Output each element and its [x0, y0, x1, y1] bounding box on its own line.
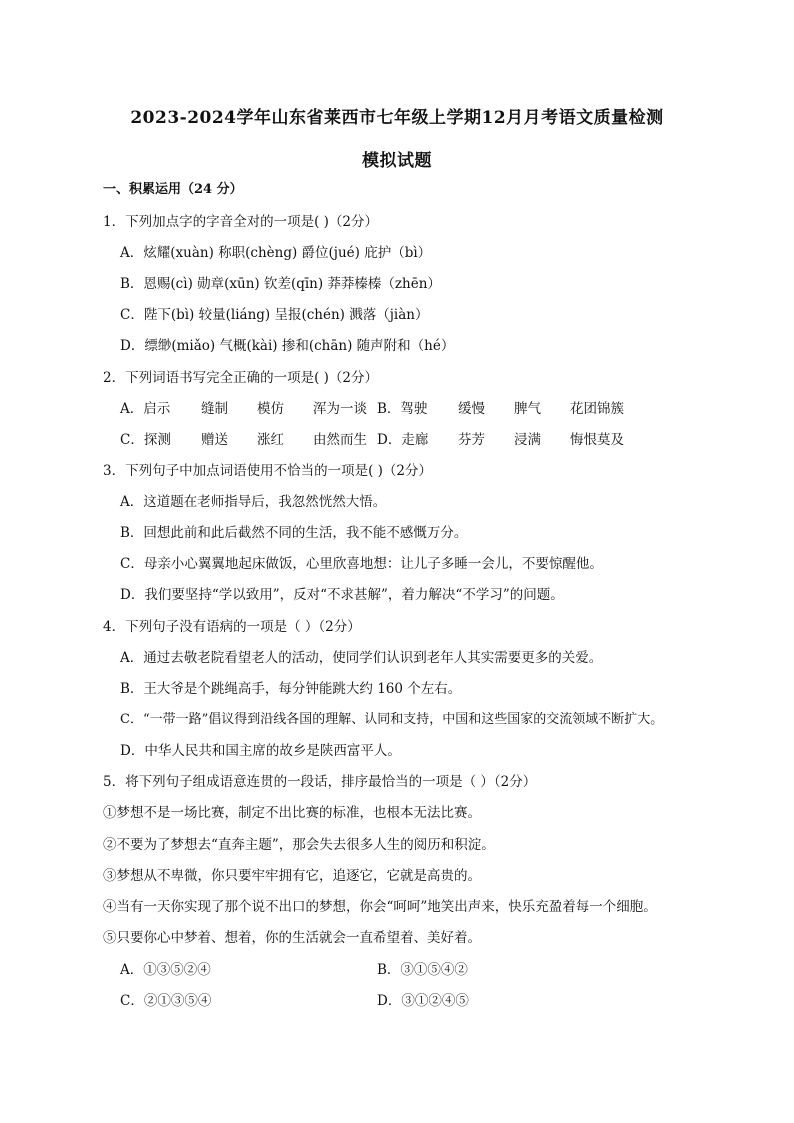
question-5-option-c: C．②①③⑤④ — [120, 993, 212, 1009]
question-2-word: C．探测 — [120, 432, 171, 448]
question-4-option-a: A．通过去敬老院看望老人的活动，使同学们认识到老年人其实需要更多的关爱。 — [120, 650, 603, 666]
question-1-option-b: B．恩赐(cì) 勋章(xūn) 钦差(qīn) 莽莽榛榛（zhēn） — [120, 276, 441, 292]
question-5-option-a: A．①③⑤②④ — [120, 962, 211, 978]
question-2-word: D．走廊 — [377, 432, 429, 448]
question-4-option-d: D．中华人民共和国主席的故乡是陕西富平人。 — [120, 743, 401, 759]
section-heading: 一、积累运用（24 分） — [103, 182, 243, 197]
question-4-stem: 4．下列句子没有语病的一项是（ ）（2分） — [103, 619, 361, 635]
question-3-option-d: D．我们要坚持“学以致用”，反对“不求甚解”，着力解决“不学习”的问题。 — [120, 587, 564, 603]
question-5-option-d: D．③①②④⑤ — [377, 993, 469, 1009]
question-2-word: A．启示 — [120, 401, 171, 417]
question-2-word: 花团锦簇 — [570, 401, 624, 417]
question-5-sentence-4: ④当有一天你实现了那个说不出口的梦想，你会“呵呵”地笑出声来，快乐充盈着每一个细胞。 — [103, 899, 657, 915]
question-2-word: 模仿 — [257, 401, 284, 417]
question-3-stem: 3．下列句子中加点词语使用不恰当的一项是( )（2分） — [103, 463, 433, 479]
question-2-word: 浑为一谈 — [313, 401, 367, 417]
question-2-word: 缓慢 — [458, 401, 485, 417]
question-1-option-c: C．陛下(bì) 较量(liáng) 呈报(chén) 溅落（jiàn） — [120, 307, 429, 323]
question-1-option-d: D．缥缈(miǎo) 气概(kài) 掺和(chān) 随声附和（hé） — [120, 338, 455, 354]
page-title: 2023-2024学年山东省莱西市七年级上学期12月月考语文质量检测 — [130, 108, 664, 128]
question-3-option-c: C．母亲小心翼翼地起床做饭，心里欣喜地想：让儿子多睡一会儿，不要惊醒他。 — [120, 556, 603, 572]
question-2-word: 涨红 — [257, 432, 284, 448]
question-1-stem: 1．下列加点字的字音全对的一项是( )（2分） — [103, 214, 379, 230]
question-2-word: 芬芳 — [458, 432, 485, 448]
question-2-word: 悔恨莫及 — [570, 432, 624, 448]
question-4-option-c: C．“一带一路”倡议得到沿线各国的理解、认同和支持，中国和这些国家的交流领域不断扩大。 — [120, 712, 664, 727]
question-3-option-a: A．这道题在老师指导后，我忽然恍然大悟。 — [120, 494, 387, 510]
question-3-option-b: B．回想此前和此后截然不同的生活，我不能不感慨万分。 — [120, 525, 468, 541]
question-5-sentence-2: ②不要为了梦想去“直奔主题”，那会失去很多人生的阅历和积淀。 — [103, 837, 495, 853]
question-2-word: 脾气 — [514, 401, 541, 417]
question-2-word: 缝制 — [201, 401, 228, 417]
question-5-sentence-3: ③梦想从不卑微，你只要牢牢拥有它，追逐它，它就是高贵的。 — [103, 868, 481, 884]
question-5-option-b: B．③①⑤④② — [377, 962, 468, 978]
question-1-option-a: A．炫耀(xuàn) 称职(chèng) 爵位(jué) 庇护（bì） — [120, 245, 432, 261]
question-2-word: 浸满 — [514, 432, 541, 448]
question-2-stem: 2．下列词语书写完全正确的一项是( )（2分） — [103, 370, 379, 386]
question-2-word: 赠送 — [201, 432, 228, 448]
question-2-word: B．驾驶 — [377, 401, 428, 417]
question-4-option-b: B．王大爷是个跳绳高手，每分钟能跳大约 160 个左右。 — [120, 681, 462, 697]
question-5-sentence-1: ①梦想不是一场比赛，制定不出比赛的标准，也根本无法比赛。 — [103, 805, 481, 821]
question-5-stem: 5．将下列句子组成语意连贯的一段话，排序最恰当的一项是（ ）（2分） — [103, 774, 537, 790]
page-subtitle: 模拟试题 — [362, 151, 432, 171]
question-2-word: 由然而生 — [313, 432, 367, 448]
question-5-sentence-5: ⑤只要你心中梦着、想着，你的生活就会一直希望着、美好着。 — [103, 930, 481, 946]
